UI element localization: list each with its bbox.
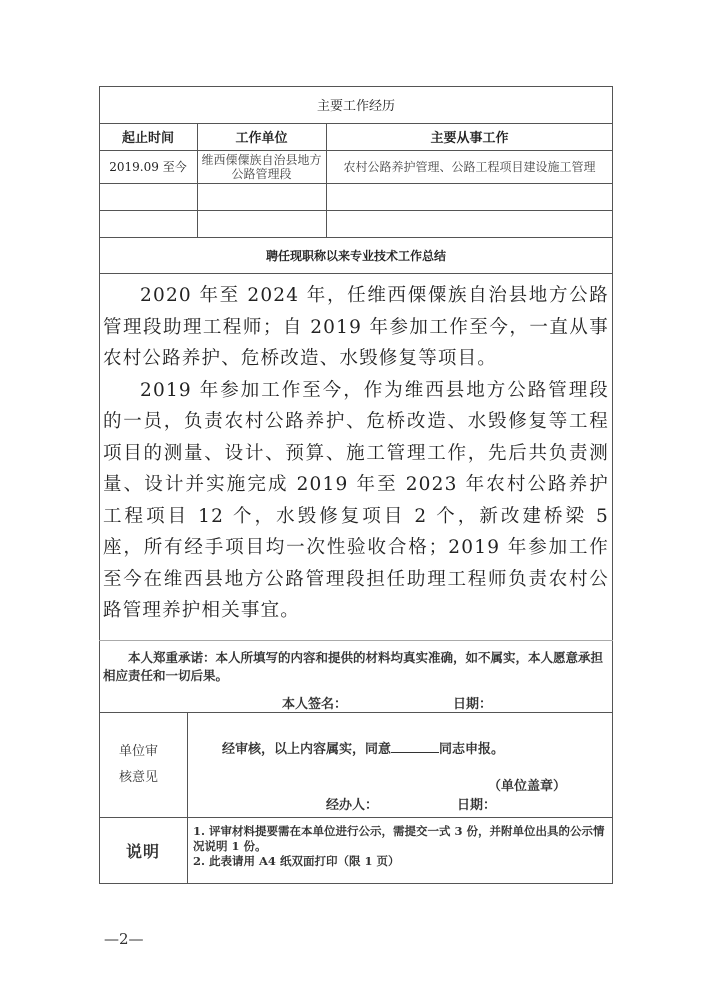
column-header-duties: 主要从事工作: [430, 131, 509, 146]
cell-period[interactable]: [99, 183, 197, 210]
column-header-period: 起止时间: [121, 131, 174, 146]
summary-body: [103, 280, 609, 627]
seal-label: （单位盖章）: [488, 779, 567, 794]
review-label: 单位审核意见: [119, 743, 159, 785]
signature-label: 本人签名：: [282, 697, 348, 712]
cell-period: 2019.09 至今: [109, 160, 187, 174]
cell-duties[interactable]: [326, 210, 613, 237]
page-number: —2—: [104, 930, 144, 948]
review-statement: [222, 738, 504, 757]
cell-period[interactable]: [99, 210, 197, 237]
column-header-employer: 工作单位: [235, 131, 288, 146]
col-divider: [187, 712, 188, 883]
nominee-blank[interactable]: [391, 740, 439, 753]
pledge-text: 本人郑重承诺：本人所填写的内容和提供的材料均真实准确，如不属实，本人愿意承担相应责任和一切后果。: [103, 650, 604, 683]
summary-title: 聘任现职称以来专业技术工作总结: [265, 248, 446, 263]
cell-employer[interactable]: [197, 183, 326, 210]
row-divider: [99, 273, 613, 274]
row-divider: [99, 640, 613, 641]
cell-duties[interactable]: [326, 183, 613, 210]
review-statement-suffix: 同志申报。: [439, 742, 505, 757]
work-history-title: 主要工作经历: [316, 99, 395, 114]
pledge-block: [103, 649, 609, 685]
summary-paragraph: 2019 年参加工作至今，作为维西县地方公路管理段的一员，负责农村公路养护、危桥改造、水毁修复等工程项目的测量、设计、预算、施工管理工作，先后共负责测量、设计并实施完成 2019 年至 2023 年农村公路养护工程项目 12 个，水毁修复项目 2 个，新改建桥梁 5 座，所有经手项目均一次性验收合格；2019 年参加工作至今在维西县地方公路管理段担任助理工程师负责农村公路管理养护相关事宜。: [103, 379, 609, 621]
notes-label: 说明: [125, 841, 160, 861]
review-date-label: 日期：: [457, 798, 497, 813]
handler-label: 经办人：: [326, 798, 379, 813]
table-border-bottom: [99, 883, 613, 884]
review-statement-prefix: 经审核，以上内容属实，同意: [222, 742, 392, 757]
pledge-date-label: 日期：: [453, 697, 493, 712]
note-item: 1. 评审材料提要需在本单位进行公示，需提交一式 3 份，并附单位出具的公示情况说明 1 份。: [193, 824, 605, 853]
summary-paragraph: 2020 年至 2024 年，任维西傈僳族自治县地方公路管理段助理工程师；自 2019 年参加工作至今，一直从事农村公路养护、危桥改造、水毁修复等项目。: [103, 285, 609, 369]
cell-employer[interactable]: [197, 210, 326, 237]
cell-employer: 维西傈僳族自治县地方公路管理段: [201, 152, 322, 181]
cell-duties: 农村公路养护管理、公路工程项目建设施工管理: [343, 160, 596, 174]
note-item: 2. 此表请用 A4 纸双面打印（限 1 页）: [193, 854, 400, 868]
notes-list: [193, 824, 607, 869]
